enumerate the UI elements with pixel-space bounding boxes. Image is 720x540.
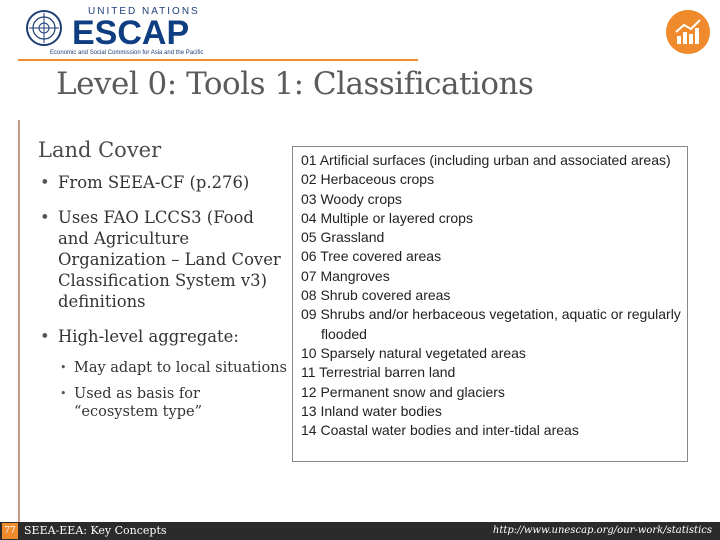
bullet-item: • From SEEA-CF (p.276) [38, 172, 288, 193]
section-heading: Land Cover [38, 138, 162, 162]
class-item: 07 Mangroves [301, 267, 390, 284]
classification-box [292, 146, 688, 462]
left-column [38, 138, 288, 435]
slide-title: Level 0: Tools 1: Classifications [56, 66, 534, 102]
bullet-item: • Uses FAO LCCS3 (Food and Agriculture Organization – Land Cover Classification System v3) definitions [38, 207, 288, 312]
sub-bullet-list [58, 359, 288, 421]
bullet-item [38, 326, 288, 421]
un-emblem-icon [24, 8, 64, 48]
left-accent-bar [18, 120, 20, 526]
class-item: 13 Inland water bodies [301, 402, 442, 419]
header-divider [18, 59, 418, 61]
escap-logo [20, 6, 220, 56]
sub-bullet-item: • May adapt to local situations [58, 359, 288, 377]
class-item: 10 Sparsely natural vegetated areas [301, 344, 526, 361]
org-name: ESCAP [72, 14, 190, 52]
class-item: 04 Multiple or layered crops [301, 209, 473, 226]
sub-bullet-item: • Used as basis for “ecosystem type” [58, 385, 288, 421]
slide-footer [0, 522, 720, 540]
class-item: 03 Woody crops [301, 190, 402, 207]
class-item: 14 Coastal water bodies and inter-tidal areas [301, 422, 579, 439]
class-item: 11 Terrestrial barren land [301, 364, 456, 381]
page-number: 77 [2, 523, 18, 539]
statistics-chart-icon [666, 10, 710, 54]
class-item: 06 Tree covered areas [301, 248, 442, 265]
org-subtitle: Economic and Social Commission for Asia and the Pacific [50, 50, 204, 56]
slide-header [0, 0, 720, 60]
class-item: 02 Herbaceous crops [301, 171, 435, 188]
class-item: 08 Shrub covered areas [301, 287, 451, 304]
class-item: 12 Permanent snow and glaciers [301, 383, 505, 400]
class-item: 09 Shrubs and/or herbaceous vegetation, aquatic or regularly flooded [301, 306, 681, 342]
class-item: 01 Artificial surfaces (including urban and associated areas) [301, 152, 671, 168]
org-top-label: UNITED NATIONS [88, 6, 200, 17]
bullet-text: High-level aggregate: [58, 327, 239, 346]
class-item: 05 Grassland [301, 229, 385, 246]
footer-url-link[interactable]: http://www.unescap.org/our-work/statistics [492, 525, 712, 536]
footer-caption: SEEA-EEA: Key Concepts [24, 524, 167, 537]
bullet-list [38, 172, 288, 421]
